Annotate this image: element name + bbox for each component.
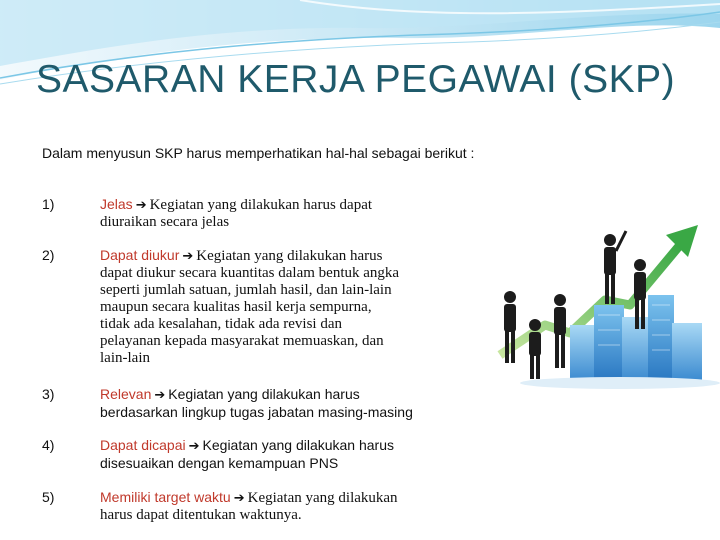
item-number: 2) xyxy=(42,247,55,263)
slide-title: SASARAN KERJA PEGAWAI (SKP) xyxy=(36,58,676,101)
item-body xyxy=(100,489,500,524)
arrow-right-icon: ➔ xyxy=(182,249,194,264)
item-text-line: lain-lain xyxy=(100,350,150,366)
intro-text: Dalam menyusun SKP harus memperhatikan hal-hal sebagai berikut : xyxy=(42,145,475,161)
item-text-line: Kegiatan yang dilakukan harus xyxy=(202,437,394,453)
item-text-line: dapat diukur secara kuantitas dalam bentuk angka xyxy=(100,265,400,281)
item-text-line: Kegiatan yang dilakukan harus xyxy=(196,248,383,264)
item-keyword: Memiliki target waktu xyxy=(100,489,231,505)
item-body xyxy=(100,437,500,473)
item-text-line: Kegiatan yang dilakukan harus xyxy=(168,386,360,402)
item-number: 1) xyxy=(42,196,55,212)
item-text-line: tidak ada kesalahan, tidak ada revisi dan xyxy=(100,316,342,332)
item-keyword: Relevan xyxy=(100,386,152,402)
item-body xyxy=(100,386,500,422)
business-growth-illustration xyxy=(490,205,720,390)
item-body xyxy=(100,247,500,367)
item-keyword: Dapat dicapai xyxy=(100,437,186,453)
item-text-line: maupun secara kualitas hasil kerja sempurna, xyxy=(100,299,372,315)
item-keyword: Dapat diukur xyxy=(100,247,180,263)
item-text-line: seperti jumlah satuan, jumlah hasil, dan lain-lain xyxy=(100,282,392,298)
arrow-right-icon: ➔ xyxy=(233,491,245,506)
item-number: 4) xyxy=(42,437,55,453)
item-text-line: berdasarkan lingkup tugas jabatan masing-masing xyxy=(100,404,413,420)
item-text-line: Kegiatan yang dilakukan xyxy=(247,490,398,506)
item-text-line: harus dapat ditentukan waktunya. xyxy=(100,507,302,523)
item-number: 5) xyxy=(42,489,55,505)
item-body xyxy=(100,196,500,231)
item-text-line: disesuaikan dengan kemampuan PNS xyxy=(100,455,339,471)
arrow-right-icon: ➔ xyxy=(154,388,166,403)
item-text-line: Kegiatan yang dilakukan harus dapat xyxy=(149,197,373,213)
item-number: 3) xyxy=(42,386,55,402)
arrow-right-icon: ➔ xyxy=(135,198,147,213)
arrow-right-icon: ➔ xyxy=(188,439,200,454)
item-text-line: pelayanan kepada masyarakat memuaskan, dan xyxy=(100,333,384,349)
item-keyword: Jelas xyxy=(100,196,133,212)
item-text-line: diuraikan secara jelas xyxy=(100,214,230,230)
